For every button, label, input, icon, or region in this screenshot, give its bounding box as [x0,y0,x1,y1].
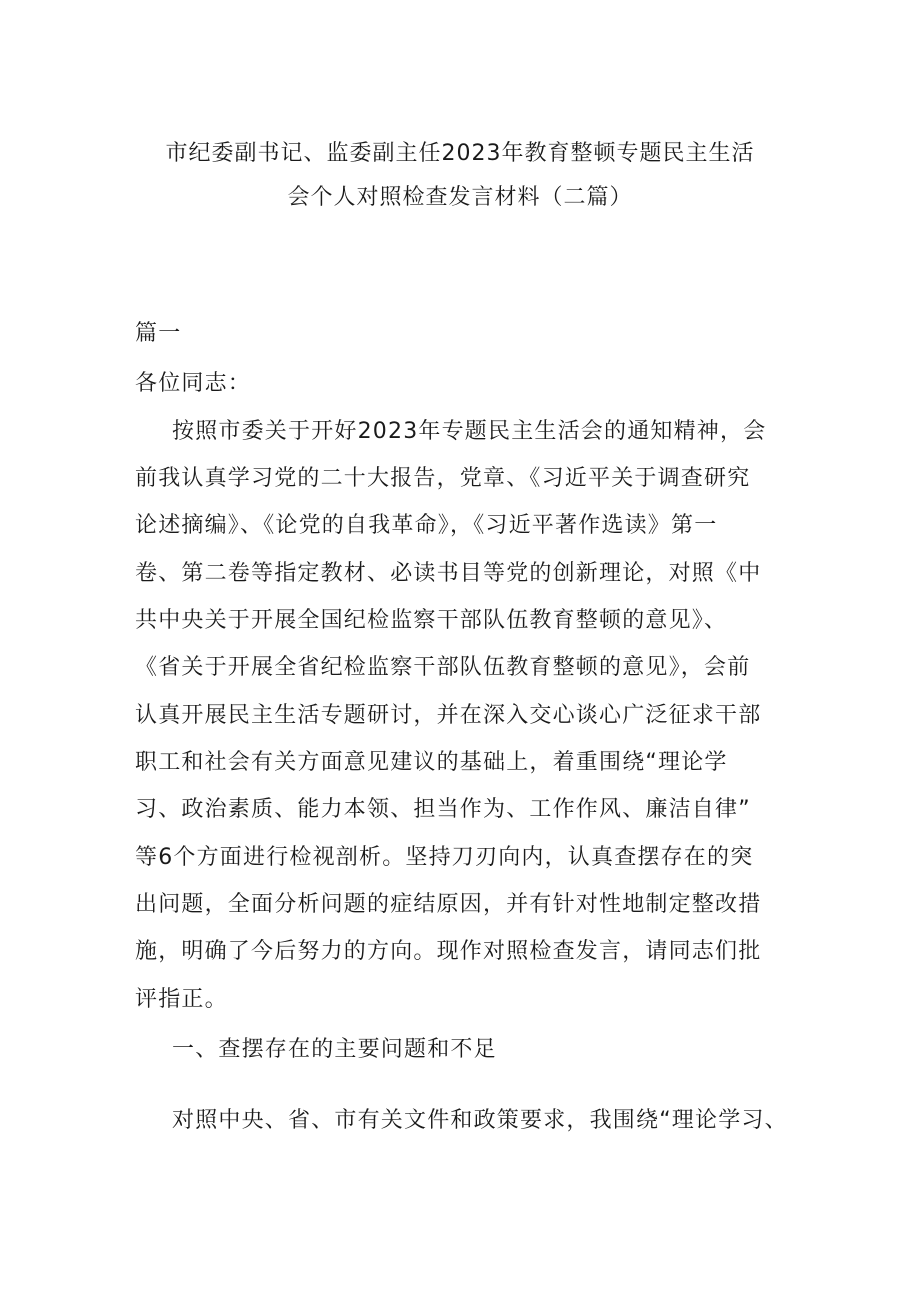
paragraph-line: 评指正。 [135,987,228,1012]
paragraph-line: 论述摘编》、《论党的自我革命》，《习近平著作选读》第一 [135,513,718,538]
document-title-line-2: 会个人对照检查发言材料（二篇） [287,185,633,210]
paragraph-line: 卷、第二卷等指定教材、必读书目等党的创新理论，对照《中 [135,561,762,586]
paragraph-line: 按照市委关于开好2023年专题民主生活会的通知精神，会 [172,419,767,444]
paragraph-line: 认真开展民主生活专题研讨，并在深入交心谈心广泛征求干部 [135,703,762,728]
paragraph-line: 习、政治素质、能力本领、担当作为、工作作风、廉洁自律” [135,797,751,822]
section-heading: 一、查摆存在的主要问题和不足 [172,1037,497,1062]
paragraph-line: 共中央关于开展全国纪检监察干部队伍教育整顿的意见》、 [135,608,728,633]
paragraph-line: 等6个方面进行检视剖析。坚持刀刃向内，认真查摆存在的突 [135,845,754,870]
document-title-line-1: 市纪委副书记、监委副主任2023年教育整顿专题民主生活 [165,141,755,166]
paragraph-line: 《省关于开展全省纪检监察干部队伍教育整顿的意见》，会前 [135,655,751,680]
section-label: 篇一 [135,321,182,346]
paragraph-line: 前我认真学习党的二十大报告，党章、《习近平关于调查研究 [135,466,751,491]
paragraph-line: 施，明确了今后努力的方向。现作对照检查发言，请同志们批 [135,939,762,964]
paragraph-line: 对照中央、省、市有关文件和政策要求，我围绕“理论学习、 [172,1108,788,1133]
paragraph-line: 职工和社会有关方面意见建议的基础上，着重围绕“理论学 [135,750,728,775]
paragraph-line: 出问题，全面分析问题的症结原因，并有针对性地制定整改措 [135,892,762,917]
greeting: 各位同志： [135,371,252,396]
